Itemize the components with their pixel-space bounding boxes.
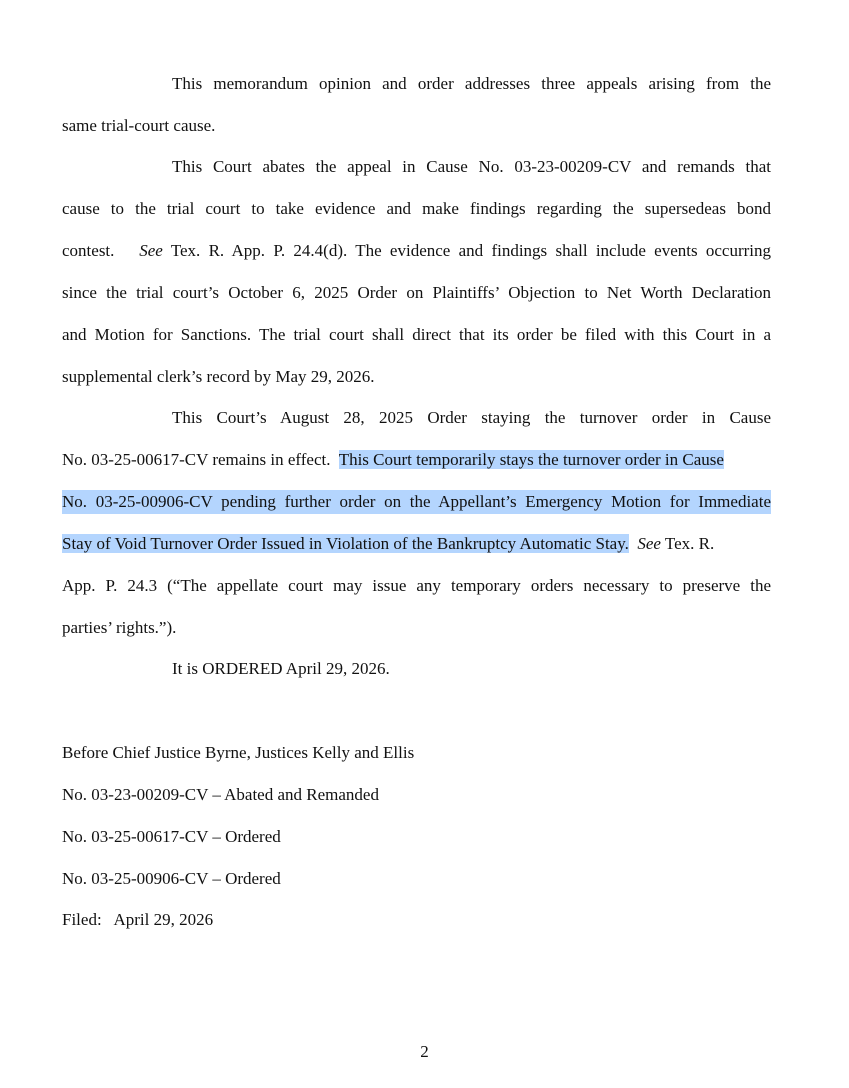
highlighted-text[interactable]: No. 03-25-00906-CV pending further order on the Appellant’s Emergency Motion for Immediate <box>62 490 771 514</box>
see-signal: See <box>139 241 163 260</box>
rule-citation: Tex. R. App. P. 24.4(d). The evidence and findings shall include events occurring <box>162 241 771 260</box>
paragraph-2-line-4: since the trial court’s October 6, 2025 Order on Plaintiffs’ Objection to Net Worth Declaration <box>62 283 771 302</box>
see-signal: See <box>637 534 661 553</box>
paragraph-3-line-4 <box>62 532 771 556</box>
ordered-date-line: It is ORDERED April 29, 2026. <box>172 659 390 678</box>
rule-citation: Tex. R. <box>660 534 715 553</box>
paragraph-1-line-2: same trial-court cause. <box>62 116 216 135</box>
case-line-3: No. 03-25-00906-CV – Ordered <box>62 869 281 888</box>
paragraph-3-line-6: parties’ rights.”). <box>62 618 177 637</box>
page-number: 2 <box>420 1042 429 1061</box>
case-line-1: No. 03-23-00209-CV – Abated and Remanded <box>62 785 379 804</box>
filed-line: Filed: April 29, 2026 <box>62 910 214 929</box>
paragraph-3-line-2 <box>62 448 771 472</box>
paragraph-3-line-3 <box>62 490 771 514</box>
panel-line: Before Chief Justice Byrne, Justices Kelly and Ellis <box>62 743 415 762</box>
paragraph-3-line-5: App. P. 24.3 (“The appellate court may issue any temporary orders necessary to preserve the <box>62 576 771 595</box>
remains-in-effect-text: No. 03-25-00617-CV remains in effect. <box>62 450 339 469</box>
case-line-2: No. 03-25-00617-CV – Ordered <box>62 827 281 846</box>
contest-text: contest. <box>62 241 115 260</box>
paragraph-2-line-1: This Court abates the appeal in Cause No. 03-23-00209-CV and remands that <box>172 157 771 176</box>
paragraph-2-line-3 <box>62 239 771 263</box>
paragraph-3-line-1: This Court’s August 28, 2025 Order staying the turnover order in Cause <box>172 408 771 427</box>
paragraph-2-line-2: cause to the trial court to take evidence and make findings regarding the supersedeas bond <box>62 199 771 218</box>
paragraph-1-line-1: This memorandum opinion and order addresses three appeals arising from the <box>172 74 771 93</box>
highlighted-text[interactable]: Stay of Void Turnover Order Issued in Violation of the Bankruptcy Automatic Stay. <box>62 534 629 553</box>
paragraph-2-line-6: supplemental clerk’s record by May 29, 2026. <box>62 367 375 386</box>
paragraph-2-line-5: and Motion for Sanctions. The trial court shall direct that its order be filed with this Court in a <box>62 325 771 344</box>
highlighted-text[interactable]: This Court temporarily stays the turnover order in Cause <box>338 450 724 469</box>
